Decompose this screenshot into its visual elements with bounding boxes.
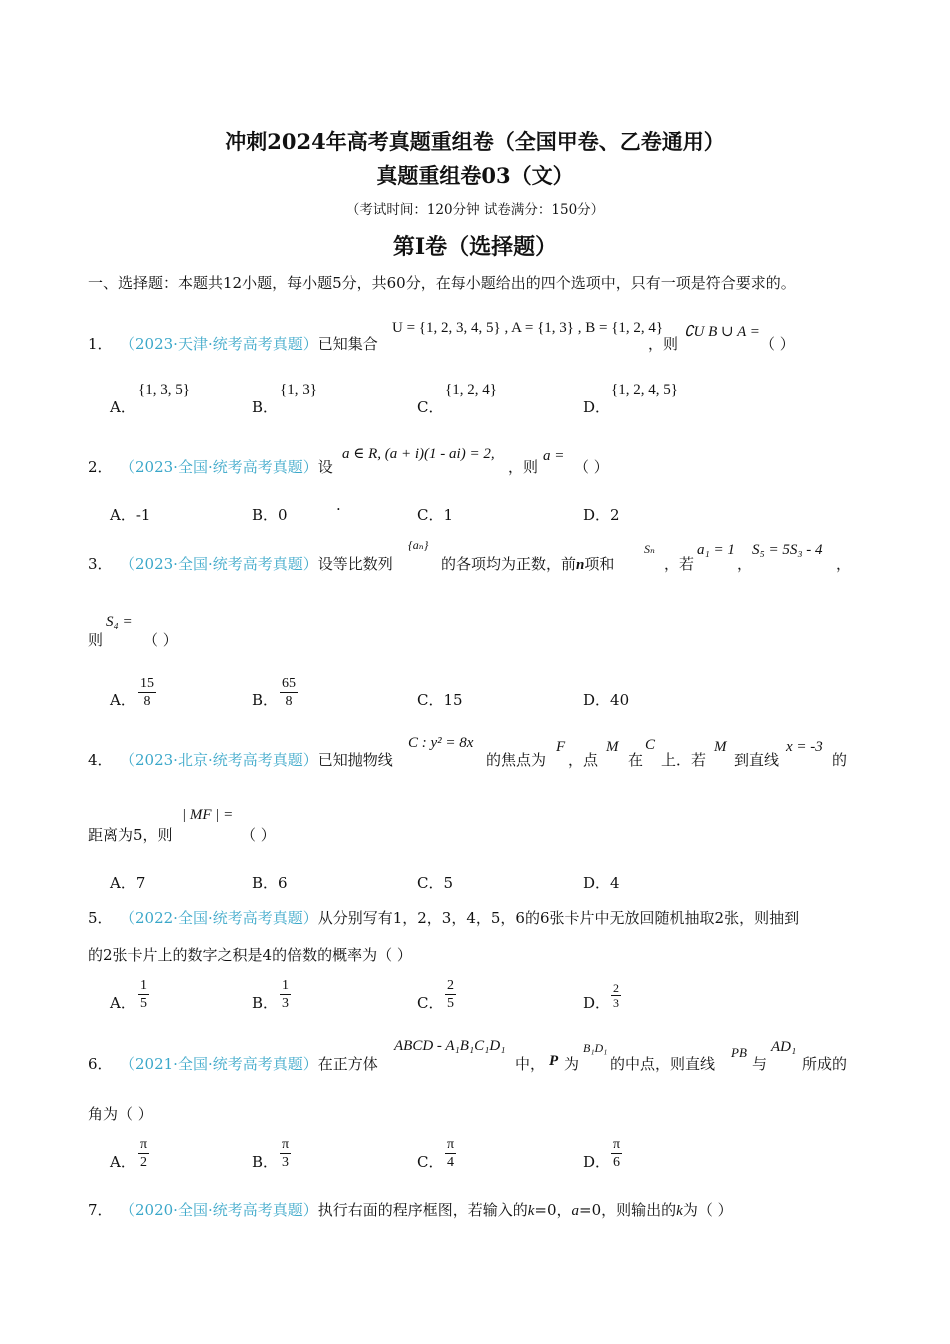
q2-stray-dot: · bbox=[336, 500, 341, 518]
q1-option-a: {1, 3, 5} bbox=[138, 382, 190, 398]
q6-AD1: AD₁ bbox=[771, 1039, 797, 1055]
q4-text3: ，点 bbox=[568, 751, 599, 769]
q3-a1: a₁ = 1 bbox=[697, 542, 735, 558]
q5-option-c-label: C． bbox=[417, 994, 444, 1012]
q4-option-a: A．7 bbox=[110, 874, 146, 892]
q1-paren: （ ） bbox=[760, 335, 795, 353]
question-1 bbox=[88, 333, 378, 354]
q6-option-a-label: A． bbox=[110, 1153, 136, 1171]
q1-option-b: {1, 3} bbox=[280, 382, 317, 398]
q6-option-c: π 4 bbox=[447, 1137, 455, 1170]
q3-text4: ，若 bbox=[664, 555, 695, 573]
question-source: （2020·全国·统考高考真题） bbox=[120, 1201, 318, 1219]
question-text: 从分别写有1，2，3，4，5，6的6张卡片中无放回随机抽取2张，则抽到 bbox=[317, 909, 800, 927]
q3-option-a: 15 8 bbox=[140, 676, 154, 709]
question-text: 在正方体 bbox=[317, 1055, 378, 1073]
question-source: （2023·北京·统考高考真题） bbox=[120, 751, 318, 769]
q1-option-c: {1, 2, 4} bbox=[445, 382, 497, 398]
q1-option-b-label: B． bbox=[252, 398, 279, 416]
q6-option-c-label: C． bbox=[417, 1153, 444, 1171]
q6-B1D1: B₁D₁ bbox=[583, 1041, 608, 1055]
q1-option-d: {1, 2, 4, 5} bbox=[611, 382, 678, 398]
q5-option-b-label: B． bbox=[252, 994, 279, 1012]
q4-line2: 距离为5，则 bbox=[88, 826, 173, 844]
q3-option-a-label: A． bbox=[110, 691, 136, 709]
q2-option-b: B．0 bbox=[252, 506, 288, 524]
question-6 bbox=[88, 1053, 378, 1074]
q3-comma2: ， bbox=[836, 555, 852, 573]
question-5 bbox=[88, 907, 799, 928]
q2-option-d: D．2 bbox=[583, 506, 620, 524]
question-number: 7． bbox=[88, 1201, 113, 1219]
q2-expr: a ∈ R, (a + i)(1 - ai) = 2, bbox=[342, 446, 495, 462]
q4-MF: | MF | = bbox=[182, 807, 234, 823]
q3-Sn: Sₙ bbox=[644, 542, 655, 556]
question-source: （2021·全国·统考高考真题） bbox=[120, 1055, 318, 1073]
q6-PB: PB bbox=[731, 1045, 747, 1060]
q4-curve: C : y² = 8x bbox=[408, 735, 474, 751]
question-text: 设 bbox=[317, 458, 333, 476]
part-title: 第I卷（选择题） bbox=[392, 234, 558, 260]
q3-comma: ， bbox=[737, 555, 753, 573]
q4-option-c: C．5 bbox=[417, 874, 454, 892]
q4-text5: 上．若 bbox=[661, 751, 707, 769]
q3-line2: 则 bbox=[88, 631, 104, 649]
q6-option-d: π 6 bbox=[613, 1137, 621, 1170]
q4-C: C bbox=[645, 737, 656, 753]
q5-option-d-label: D． bbox=[583, 994, 611, 1012]
q6-option-b-label: B． bbox=[252, 1153, 279, 1171]
question-text: 设等比数列 bbox=[317, 555, 393, 573]
q4-text2: 的焦点为 bbox=[486, 751, 547, 769]
q4-line: x = -3 bbox=[786, 739, 823, 755]
q5-option-a: 1 5 bbox=[140, 978, 147, 1011]
q3-option-b: 65 8 bbox=[282, 676, 296, 709]
q6-P: P bbox=[549, 1053, 559, 1069]
q5-option-c: 2 5 bbox=[447, 978, 454, 1011]
q1-then: ，则 bbox=[648, 335, 679, 353]
exam-subtitle: 真题重组卷03（文） bbox=[376, 163, 574, 188]
question-number: 5． bbox=[88, 909, 113, 927]
q4-F: F bbox=[556, 739, 566, 755]
q3-cond: S₅ = 5S₃ - 4 bbox=[752, 542, 823, 558]
q3-option-b-label: B． bbox=[252, 691, 279, 709]
question-number: 2． bbox=[88, 458, 113, 476]
question-source: （2023·全国·统考高考真题） bbox=[120, 555, 318, 573]
question-2 bbox=[88, 456, 333, 477]
question-number: 3． bbox=[88, 555, 113, 573]
q5-option-d: 2 3 bbox=[613, 981, 619, 1010]
q4-paren: （ ） bbox=[241, 826, 276, 844]
exam-info: （考试时间：120分钟 试卷满分：150分） bbox=[345, 202, 605, 218]
q1-expr: ∁U B ∪ A = bbox=[684, 324, 760, 340]
question-number: 1． bbox=[88, 335, 113, 353]
question-4 bbox=[88, 749, 393, 770]
q4-M: M bbox=[606, 739, 619, 755]
q3-text2: 的各项均为正数，前n项和 bbox=[441, 555, 615, 573]
q2-paren: （ ） bbox=[574, 458, 609, 476]
q3-seq: {aₙ} bbox=[408, 538, 429, 552]
q6-text4: 的中点，则直线 bbox=[610, 1055, 716, 1073]
question-source: （2023·天津·统考高考真题） bbox=[120, 335, 318, 353]
q2-expr2: a = bbox=[543, 448, 565, 464]
q6-cube: ABCD - A₁B₁C₁D₁ bbox=[394, 1038, 506, 1054]
q2-option-a: A．-1 bbox=[110, 506, 151, 524]
q6-option-a: π 2 bbox=[140, 1137, 148, 1170]
q5-option-a-label: A． bbox=[110, 994, 136, 1012]
question-text: 已知抛物线 bbox=[317, 751, 393, 769]
question-text: 已知集合 bbox=[317, 335, 378, 353]
question-7: 7． （2020·全国·统考高考真题）执行右面的程序框图，若输入的k=0，a=0，则输出的k为（ ） bbox=[88, 1201, 733, 1219]
q6-text6: 所成的 bbox=[802, 1055, 848, 1073]
q3-option-c: C．15 bbox=[417, 691, 463, 709]
q3-S4: S₄ = bbox=[106, 614, 133, 630]
q5-line2: 的2张卡片上的数字之积是4的倍数的概率为（ ） bbox=[88, 946, 412, 964]
q4-M2: M bbox=[714, 739, 727, 755]
q4-text4: 在 bbox=[628, 751, 644, 769]
section-intro: 一、选择题：本题共12小题，每小题5分，共60分，在每小题给出的四个选项中，只有一项是符合要求的。 bbox=[88, 274, 796, 292]
q6-option-d-label: D． bbox=[583, 1153, 611, 1171]
q6-option-b: π 3 bbox=[282, 1137, 290, 1170]
q6-text3: 为 bbox=[564, 1055, 580, 1073]
question-number: 6． bbox=[88, 1055, 113, 1073]
q6-line2: 角为（ ） bbox=[88, 1105, 153, 1123]
q6-text5: 与 bbox=[752, 1055, 768, 1073]
q6-text2: 中， bbox=[515, 1055, 546, 1073]
question-source: （2023·全国·统考高考真题） bbox=[120, 458, 318, 476]
question-source: （2022·全国·统考高考真题） bbox=[120, 909, 318, 927]
q5-option-b: 1 3 bbox=[282, 978, 289, 1011]
q1-option-a-label: A． bbox=[110, 398, 136, 416]
q1-sets: U = {1, 2, 3, 4, 5} , A = {1, 3} , B = {1, 2, 4} bbox=[392, 320, 664, 336]
q4-option-d: D．4 bbox=[583, 874, 620, 892]
q2-option-c: C．1 bbox=[417, 506, 454, 524]
q4-option-b: B．6 bbox=[252, 874, 288, 892]
q1-option-c-label: C． bbox=[417, 398, 444, 416]
q4-text7: 的 bbox=[832, 751, 848, 769]
question-number: 4． bbox=[88, 751, 113, 769]
exam-title: 冲刺2024年高考真题重组卷（全国甲卷、乙卷通用） bbox=[225, 129, 725, 154]
q4-text6: 到直线 bbox=[734, 751, 780, 769]
q3-paren: （ ） bbox=[143, 631, 178, 649]
question-3 bbox=[88, 553, 393, 574]
q1-option-d-label: D． bbox=[583, 398, 611, 416]
q3-option-d: D．40 bbox=[583, 691, 630, 709]
q2-then: ，则 bbox=[508, 458, 539, 476]
